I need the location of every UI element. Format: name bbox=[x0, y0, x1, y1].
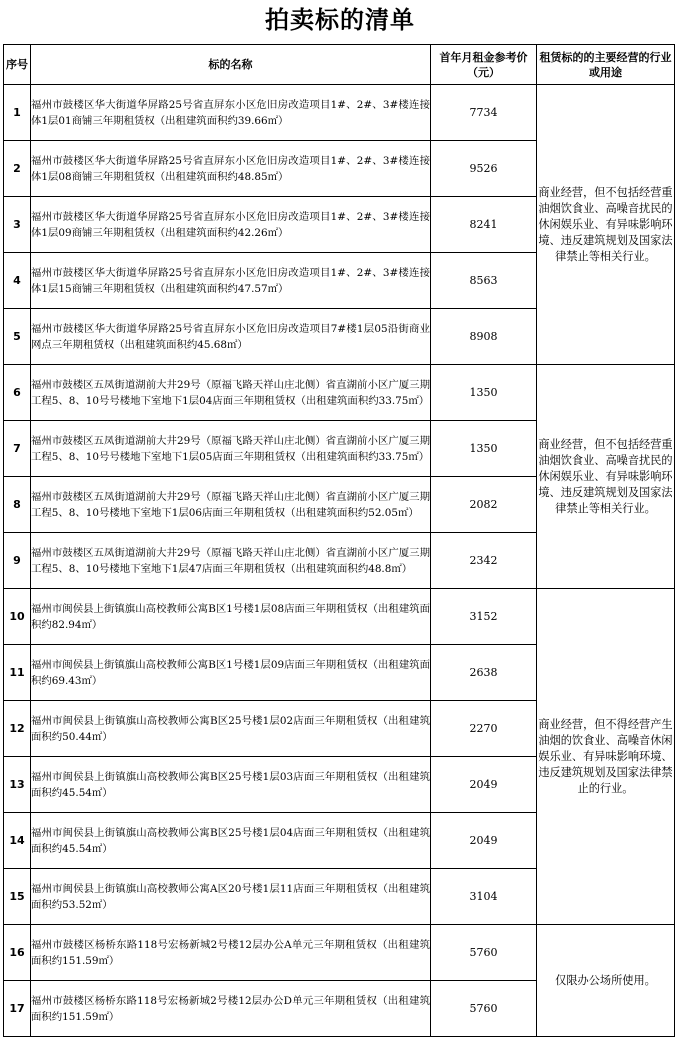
header-no: 序号 bbox=[4, 45, 31, 85]
row-no: 17 bbox=[4, 981, 31, 1037]
row-name: 福州市闽侯县上街镇旗山高校教师公寓B区25号楼1层04店面三年期租赁权（出租建筑面积约45.54㎡） bbox=[31, 813, 431, 869]
row-rent: 2082 bbox=[431, 477, 537, 533]
row-name: 福州市鼓楼区五凤街道湖前大井29号（原福飞路天祥山庄北侧）省直湖前小区广厦三期工程5、8、10号号楼地下室地下1层05店面三年期租赁权（出租建筑面积约33.75㎡） bbox=[31, 421, 431, 477]
table-row bbox=[4, 925, 675, 981]
row-rent: 2049 bbox=[431, 813, 537, 869]
row-name: 福州市鼓楼区华大街道华屏路25号省直屏东小区危旧房改造项目1#、2#、3#楼连接体1层08商铺三年期租赁权（出租建筑面积约48.85㎡） bbox=[31, 141, 431, 197]
row-no: 15 bbox=[4, 869, 31, 925]
row-no: 8 bbox=[4, 477, 31, 533]
row-rent: 2342 bbox=[431, 533, 537, 589]
row-rent: 1350 bbox=[431, 421, 537, 477]
row-no: 14 bbox=[4, 813, 31, 869]
row-name: 福州市鼓楼区五凤街道湖前大井29号（原福飞路天祥山庄北侧）省直湖前小区广厦三期工程5、8、10号楼地下室地下1层47店面三年期租赁权（出租建筑面积约48.8㎡） bbox=[31, 533, 431, 589]
row-rent: 5760 bbox=[431, 981, 537, 1037]
row-no: 5 bbox=[4, 309, 31, 365]
use-group-1: 商业经营，但不包括经营重油烟饮食业、高噪音扰民的休闲娱乐业、有异味影响环境、违反建筑规划及国家法律禁止等相关行业。 bbox=[537, 85, 675, 365]
row-no: 3 bbox=[4, 197, 31, 253]
page-title: 拍卖标的清单 bbox=[265, 6, 415, 34]
use-group-4: 仅限办公场所使用。 bbox=[537, 925, 675, 1037]
use-group-2: 商业经营，但不包括经营重油烟饮食业、高噪音扰民的休闲娱乐业、有异味影响环境、违反建筑规划及国家法律禁止等相关行业。 bbox=[537, 365, 675, 589]
row-no: 9 bbox=[4, 533, 31, 589]
row-name: 福州市闽侯县上街镇旗山高校教师公寓B区25号楼1层02店面三年期租赁权（出租建筑面积约50.44㎡） bbox=[31, 701, 431, 757]
row-name: 福州市鼓楼区华大街道华屏路25号省直屏东小区危旧房改造项目7#楼1层05沿街商业网点三年期租赁权（出租建筑面积约45.68㎡） bbox=[31, 309, 431, 365]
row-no: 13 bbox=[4, 757, 31, 813]
row-no: 6 bbox=[4, 365, 31, 421]
table-header-row bbox=[4, 45, 675, 85]
row-rent: 2270 bbox=[431, 701, 537, 757]
header-rent: 首年月租金参考价（元） bbox=[431, 45, 537, 85]
row-no: 10 bbox=[4, 589, 31, 645]
header-use: 租赁标的的主要经营的行业或用途 bbox=[537, 45, 675, 85]
row-name: 福州市闽侯县上街镇旗山高校教师公寓B区1号楼1层08店面三年期租赁权（出租建筑面积约82.94㎡） bbox=[31, 589, 431, 645]
table-row bbox=[4, 365, 675, 421]
row-rent: 2049 bbox=[431, 757, 537, 813]
row-rent: 2638 bbox=[431, 645, 537, 701]
row-no: 11 bbox=[4, 645, 31, 701]
row-rent: 1350 bbox=[431, 365, 537, 421]
row-name: 福州市鼓楼区华大街道华屏路25号省直屏东小区危旧房改造项目1#、2#、3#楼连接体1层15商铺三年期租赁权（出租建筑面积约47.57㎡） bbox=[31, 253, 431, 309]
row-name: 福州市鼓楼区华大街道华屏路25号省直屏东小区危旧房改造项目1#、2#、3#楼连接体1层01商铺三年期租赁权（出租建筑面积约39.66㎡） bbox=[31, 85, 431, 141]
row-rent: 8241 bbox=[431, 197, 537, 253]
row-name: 福州市鼓楼区五凤街道湖前大井29号（原福飞路天祥山庄北侧）省直湖前小区广厦三期工程5、8、10号号楼地下室地下1层04店面三年期租赁权（出租建筑面积约33.75㎡） bbox=[31, 365, 431, 421]
header-name: 标的名称 bbox=[31, 45, 431, 85]
row-name: 福州市闽侯县上街镇旗山高校教师公寓A区20号楼1层11店面三年期租赁权（出租建筑面积约53.52㎡） bbox=[31, 869, 431, 925]
row-no: 4 bbox=[4, 253, 31, 309]
row-no: 1 bbox=[4, 85, 31, 141]
table-row bbox=[4, 85, 675, 141]
row-rent: 7734 bbox=[431, 85, 537, 141]
row-no: 12 bbox=[4, 701, 31, 757]
row-name: 福州市鼓楼区杨桥东路118号宏杨新城2号楼12层办公D单元三年期租赁权（出租建筑面积约151.59㎡） bbox=[31, 981, 431, 1037]
row-rent: 8908 bbox=[431, 309, 537, 365]
row-name: 福州市鼓楼区五凤街道湖前大井29号（原福飞路天祥山庄北侧）省直湖前小区广厦三期工程5、8、10号楼地下室地下1层06店面三年期租赁权（出租建筑面积约52.05㎡） bbox=[31, 477, 431, 533]
row-no: 2 bbox=[4, 141, 31, 197]
row-rent: 8563 bbox=[431, 253, 537, 309]
row-rent: 9526 bbox=[431, 141, 537, 197]
row-name: 福州市闽侯县上街镇旗山高校教师公寓B区1号楼1层09店面三年期租赁权（出租建筑面积约69.43㎡） bbox=[31, 645, 431, 701]
row-no: 7 bbox=[4, 421, 31, 477]
row-rent: 3104 bbox=[431, 869, 537, 925]
auction-list-table bbox=[3, 44, 675, 1037]
row-name: 福州市闽侯县上街镇旗山高校教师公寓B区25号楼1层03店面三年期租赁权（出租建筑面积约45.54㎡） bbox=[31, 757, 431, 813]
use-group-3: 商业经营，但不得经营产生油烟的饮食业、高噪音休闲娱乐业、有异味影响环境、违反建筑规划及国家法律禁止的行业。 bbox=[537, 589, 675, 925]
row-no: 16 bbox=[4, 925, 31, 981]
row-rent: 3152 bbox=[431, 589, 537, 645]
row-rent: 5760 bbox=[431, 925, 537, 981]
row-name: 福州市鼓楼区杨桥东路118号宏杨新城2号楼12层办公A单元三年期租赁权（出租建筑面积约151.59㎡） bbox=[31, 925, 431, 981]
table-row bbox=[4, 589, 675, 645]
row-name: 福州市鼓楼区华大街道华屏路25号省直屏东小区危旧房改造项目1#、2#、3#楼连接体1层09商铺三年期租赁权（出租建筑面积约42.26㎡） bbox=[31, 197, 431, 253]
